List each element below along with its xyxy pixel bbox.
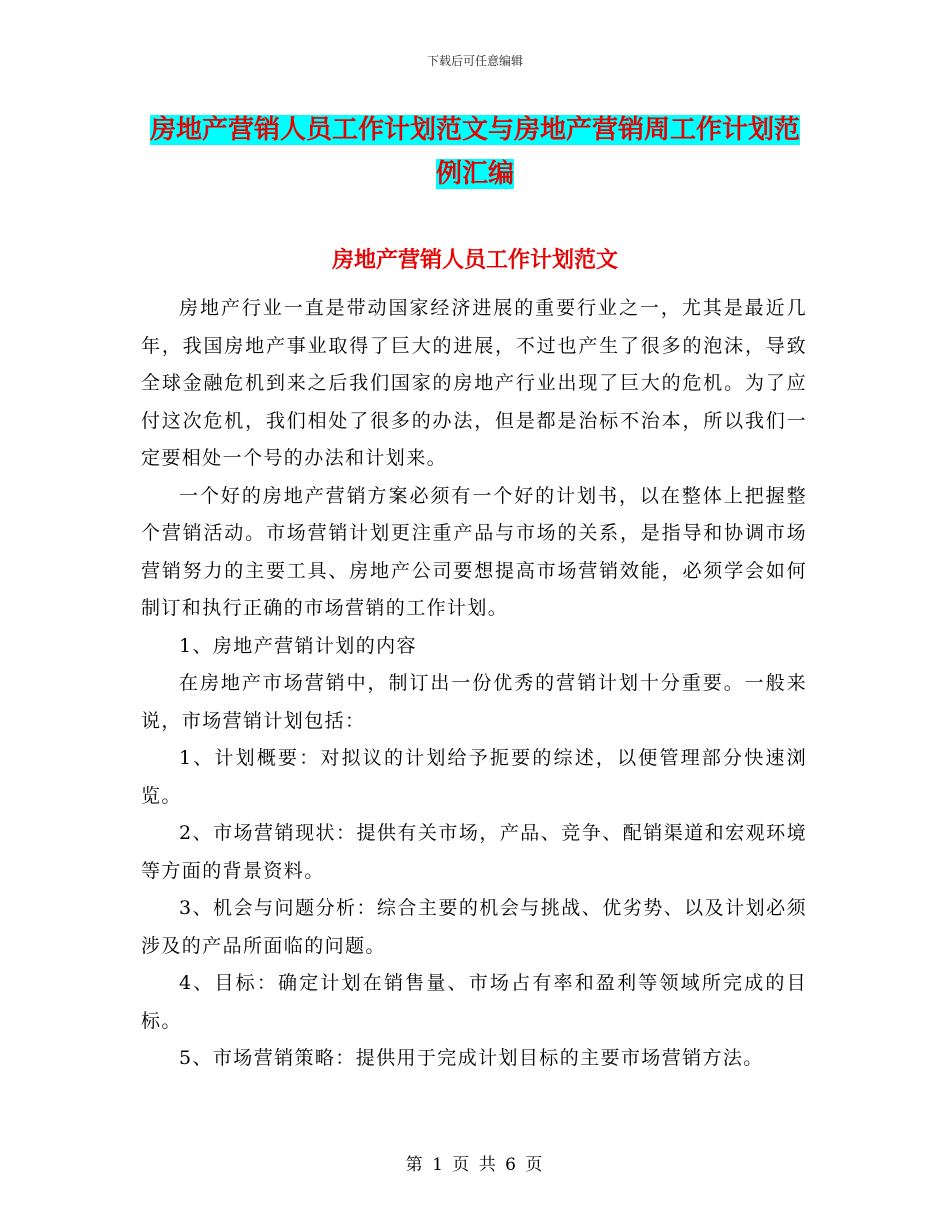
paragraph: 2、市场营销现状：提供有关市场，产品、竞争、配销渠道和宏观环境等方面的背景资料。 [141,822,807,882]
paragraph: 3、机会与问题分析：综合主要的机会与挑战、优劣势、以及计划必须涉及的产品所面临的问题。 [141,897,807,957]
document-title [140,108,810,196]
paragraph: 在房地产市场营销中，制订出一份优秀的营销计划十分重要。一般来说，市场营销计划包括： [141,672,807,732]
paragraph: 5、市场营销策略：提供用于完成计划目标的主要市场营销方法。 [179,1047,764,1069]
paragraph: 房地产行业一直是带动国家经济进展的重要行业之一，尤其是最近几年，我国房地产事业取得了巨大的进展，不过也产生了很多的泡沫，导致全球金融危机到来之后我们国家的房地产行业出现了巨大的危机。为了应付这次危机，我们相处了很多的办法，但是都是治标不治本，所以我们一定要相处一个号的办法和计划来。 [141,297,807,469]
paragraph: 1、房地产营销计划的内容 [179,634,417,657]
section-title: 房地产营销人员工作计划范文 [331,248,618,273]
page-number: 第 1 页 共 6 页 [405,1155,545,1175]
document-title-text: 房地产营销人员工作计划范文与房地产营销周工作计划范例汇编 [149,115,800,189]
document-body [141,290,807,1078]
paragraph: 1、计划概要：对拟议的计划给予扼要的综述，以便管理部分快速浏览。 [141,747,807,807]
header-note: 下载后可任意编辑 [426,54,523,68]
paragraph: 4、目标：确定计划在销售量、市场占有率和盈利等领域所完成的目标。 [141,972,807,1032]
paragraph: 一个好的房地产营销方案必须有一个好的计划书，以在整体上把握整个营销活动。市场营销计划更注重产品与市场的关系，是指导和协调市场营销努力的主要工具、房地产公司要想提高市场营销效能，必须学会如何制订和执行正确的市场营销的工作计划。 [141,484,807,619]
